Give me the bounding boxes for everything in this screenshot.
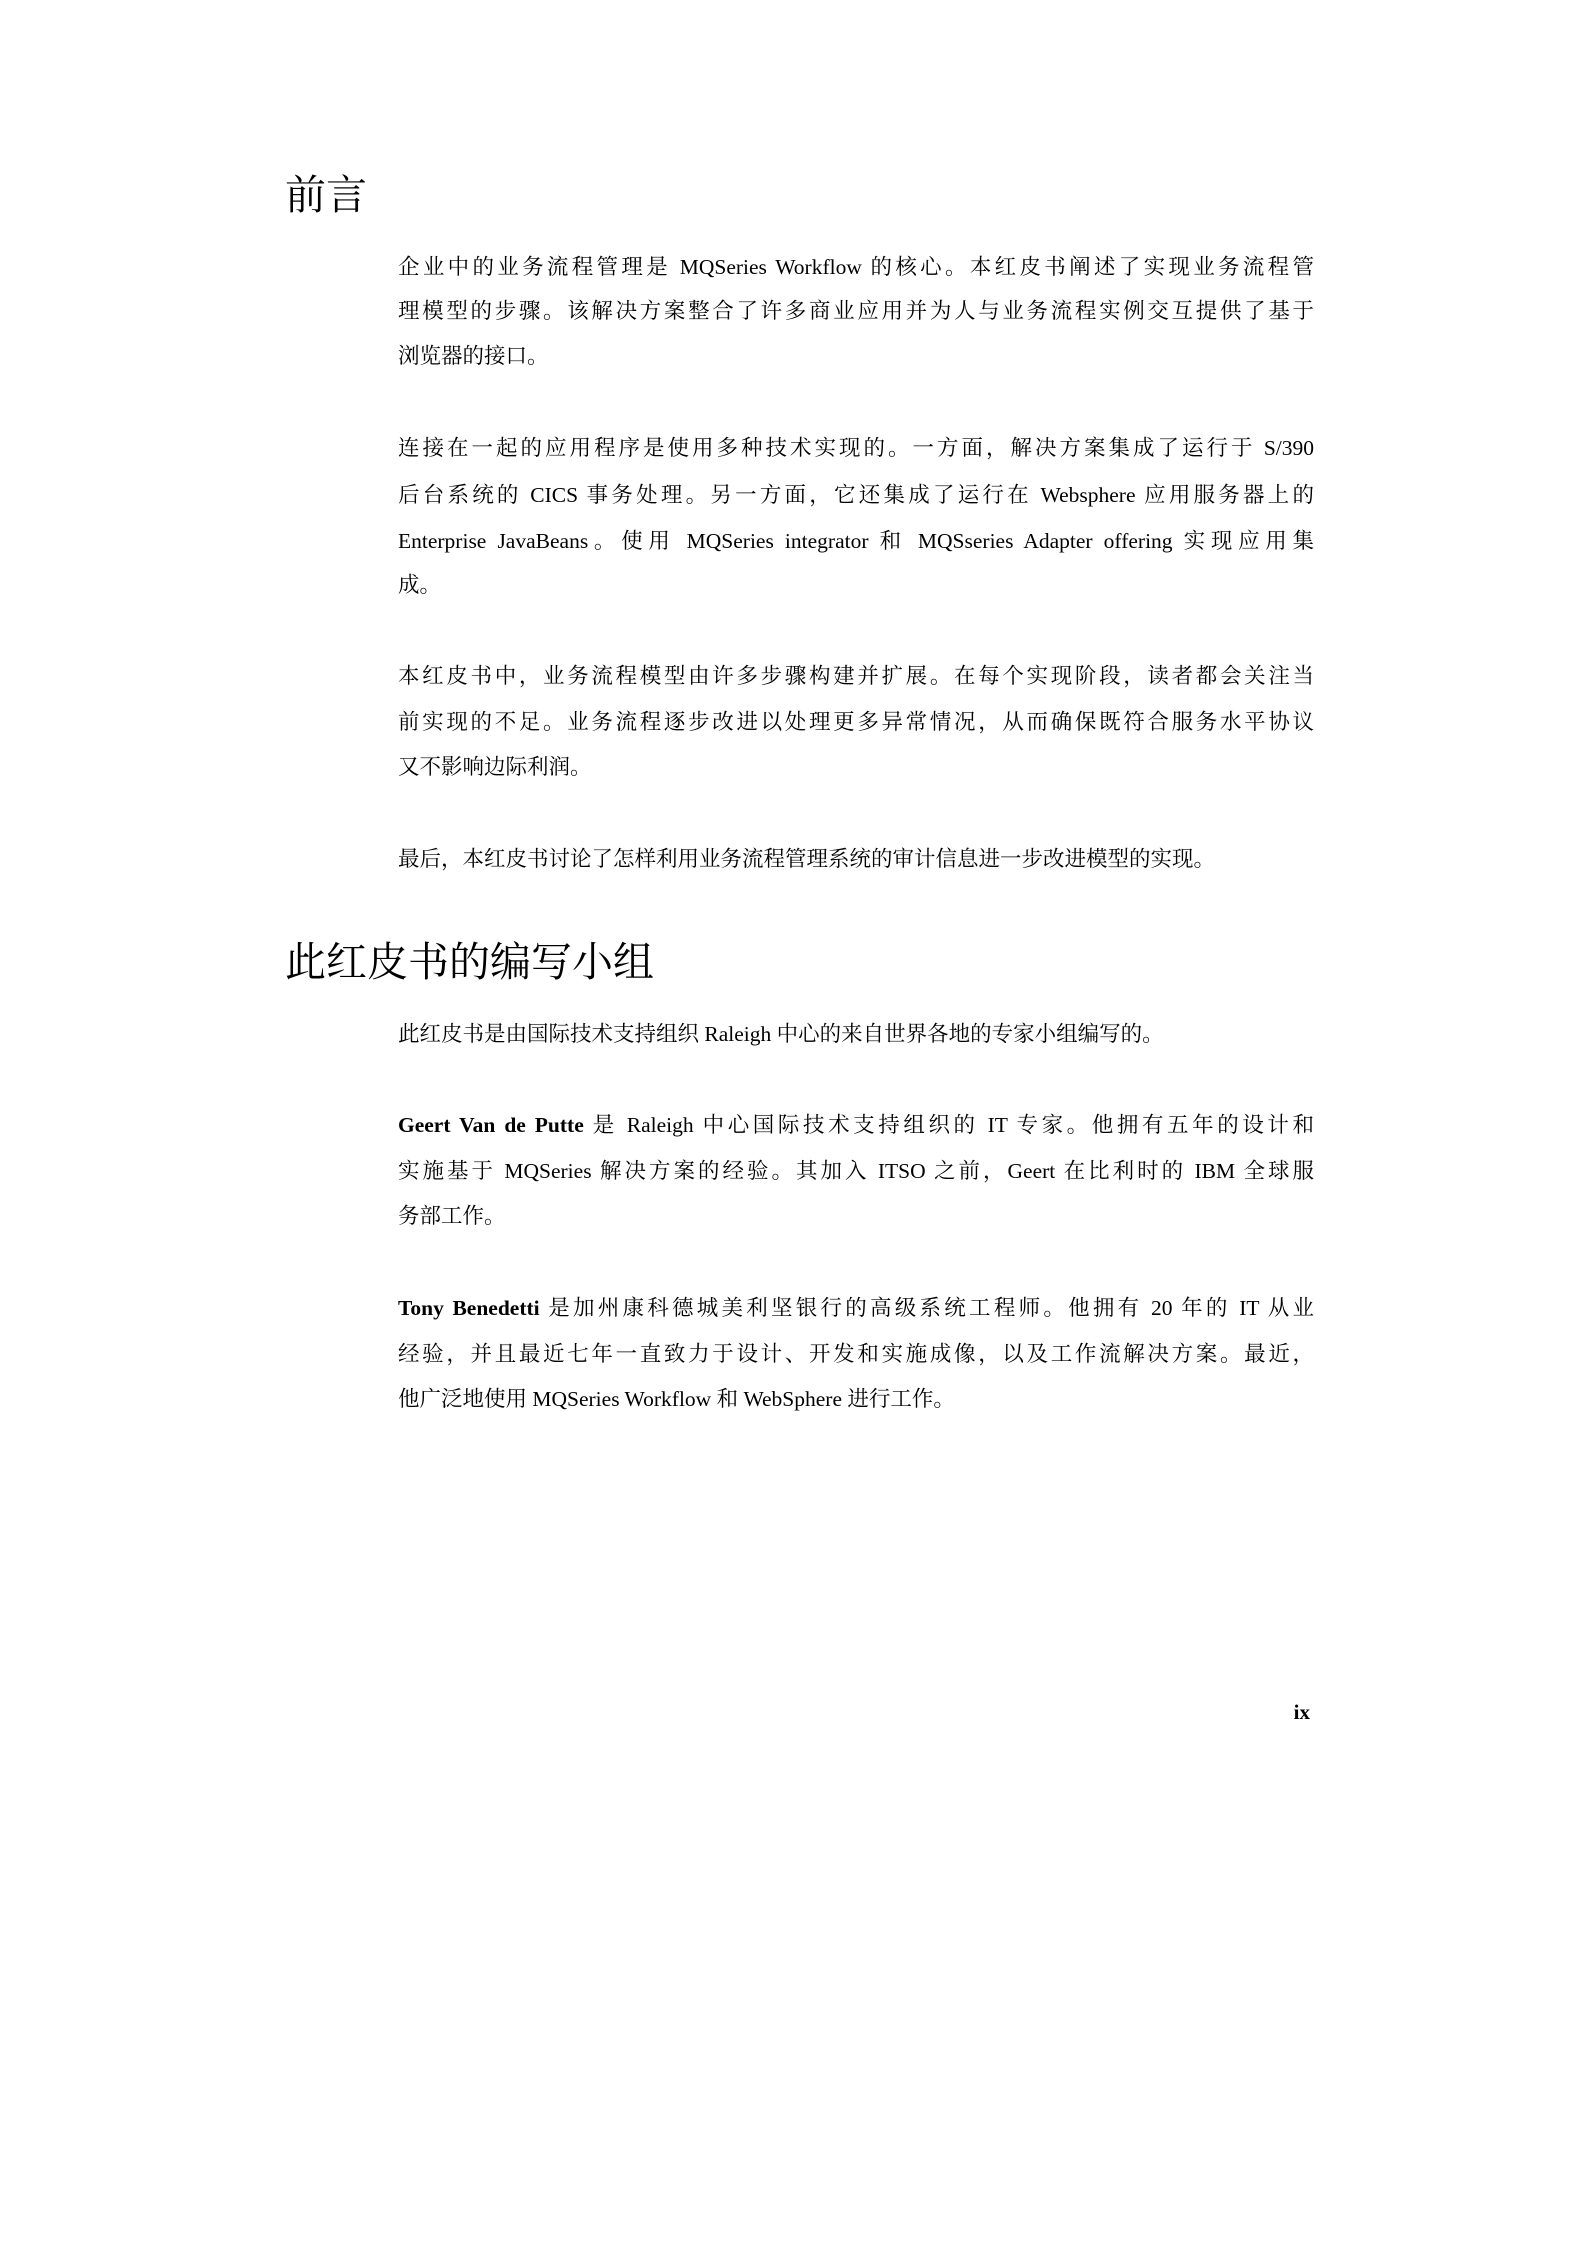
text-line: 经验，并且最近七年一直致力于设计、开发和实施成像，以及工作流解决方案。最近， — [398, 1342, 1314, 1366]
text-line: 连接在一起的应用程序是使用多种技术实现的。一方面，解决方案集成了运行于 S/390 — [398, 436, 1314, 460]
text-line — [398, 1110, 1314, 1140]
team-intro: 此红皮书是由国际技术支持组织 Raleigh 中心的来自世界各地的专家小组编写的。 — [398, 1022, 1164, 1046]
author-name: Tony Benedetti — [398, 1296, 540, 1320]
text-line: 务部工作。 — [398, 1204, 506, 1228]
text-line: 本红皮书中，业务流程模型由许多步骤构建并扩展。在每个实现阶段，读者都会关注当 — [398, 664, 1314, 688]
page-number: ix — [1293, 1700, 1310, 1724]
text-line: 最后，本红皮书讨论了怎样利用业务流程管理系统的审计信息进一步改进模型的实现。 — [398, 847, 1216, 871]
text-line — [398, 1293, 1314, 1323]
heading-preface: 前言 — [285, 172, 367, 218]
text-line: 后台系统的 CICS 事务处理。另一方面，它还集成了运行在 Websphere 应用服务器上的 — [398, 483, 1314, 507]
text-line: 实施基于 MQSeries 解决方案的经验。其加入 ITSO 之前，Geert 在比利时的 IBM 全球服 — [398, 1159, 1314, 1183]
author-name: Geert Van de Putte — [398, 1113, 584, 1137]
text-line: 他广泛地使用 MQSeries Workflow 和 WebSphere 进行工作。 — [398, 1387, 955, 1411]
text-line: Enterprise JavaBeans。使用 MQSeries integrator 和 MQSseries Adapter offering 实现应用集 — [398, 529, 1314, 553]
text-line: 浏览器的接口。 — [398, 344, 549, 368]
text-line: 前实现的不足。业务流程逐步改进以处理更多异常情况，从而确保既符合服务水平协议 — [398, 710, 1314, 734]
text-line: 理模型的步骤。该解决方案整合了许多商业应用并为人与业务流程实例交互提供了基于 — [398, 299, 1314, 323]
text-span: 是 Raleigh 中心国际技术支持组织的 IT 专家。他拥有五年的设计和 — [583, 1113, 1315, 1137]
text-line: 成。 — [398, 573, 442, 597]
heading-team: 此红皮书的编写小组 — [285, 939, 654, 985]
text-span: 是加州康科德城美利坚银行的高级系统工程师。他拥有 20 年的 IT 从业 — [539, 1296, 1314, 1320]
text-line: 企业中的业务流程管理是 MQSeries Workflow 的核心。本红皮书阐述了实现业务流程管 — [398, 255, 1314, 279]
text-line: 又不影响边际利润。 — [398, 755, 592, 779]
